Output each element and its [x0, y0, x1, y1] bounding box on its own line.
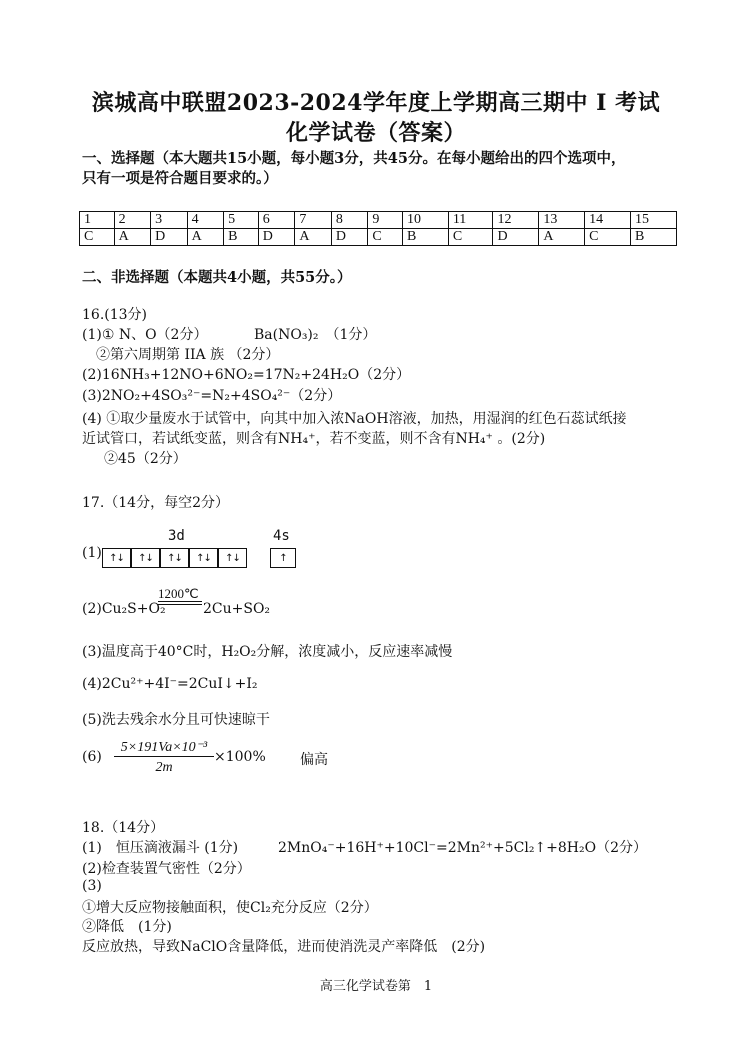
q18-line-1b: 2MnO₄⁻+16H⁺+10Cl⁻=2Mn²⁺+5Cl₂↑+8H₂O（2分） [278, 840, 648, 856]
answer-cell: A [295, 229, 332, 246]
title-line-2: 化学试卷（答案） [285, 120, 466, 146]
q17-percent: ×100% [214, 749, 266, 765]
answer-cell: C [585, 229, 631, 246]
q16-line-6: 近试管口，若试纸变蓝，则含有NH₄⁺，若不变蓝，则不含有NH₄⁺ 。(2分) [82, 431, 546, 447]
q16-line-5: (4) ①取少量废水于试管中，向其中加入浓NaOH溶液，加热，用湿润的红色石蕊试纸接 [82, 411, 627, 427]
answer-cell: D [493, 229, 539, 246]
answer-cell: A [539, 229, 585, 246]
orbital-4s-box: ↑ [270, 548, 296, 568]
q17-reaction-condition: 1200℃ [158, 586, 199, 601]
question-number-cell: 4 [187, 212, 224, 229]
answer-table-number-row [80, 212, 677, 229]
q16-header: 16.(13分) [82, 307, 148, 323]
question-number-cell: 7 [295, 212, 332, 229]
answer-cell: A [114, 229, 151, 246]
q16-line-3: (2)16NH₃+12NO+6NO₂=17N₂+24H₂O（2分） [82, 367, 411, 383]
answer-cell: B [224, 229, 259, 246]
q17-note: 偏高 [300, 752, 328, 768]
question-number-cell: 12 [493, 212, 539, 229]
title-line-1: 滨城高中联盟2023-2024学年度上学期高三期中 I 考试 [91, 90, 661, 116]
orbital-3d-box: ↑↓ [131, 548, 160, 568]
q17-line-5: (5)洗去残余水分且可快速晾干 [82, 712, 270, 728]
section2-heading: 二、非选择题（本题共4小题，共55分。） [82, 269, 352, 286]
page-footer: 高三化学试卷第 1 [319, 979, 433, 994]
q17-prefix-1: (1) [82, 545, 102, 561]
q16-line-7: ②45（2分） [104, 451, 187, 467]
q17-header: 17.（14分，每空2分） [82, 495, 229, 511]
q18-line-2: (2)检查装置气密性（2分） [82, 861, 251, 877]
q17-fraction-bar [114, 756, 214, 757]
question-number-cell: 8 [331, 212, 368, 229]
q16-line-2: ②第六周期第 IIA 族 （2分） [96, 347, 280, 363]
q17-fraction-denominator: 2m [155, 760, 173, 775]
answer-cell: B [631, 229, 677, 246]
question-number-cell: 9 [368, 212, 403, 229]
orbital-label-4s: 4s [273, 528, 290, 544]
question-number-cell: 10 [402, 212, 448, 229]
question-number-cell: 3 [151, 212, 188, 229]
section1-heading-line-2: 只有一项是符合题目要求的。） [82, 170, 278, 187]
answer-cell: C [80, 229, 115, 246]
q17-line-6-prefix: (6) [82, 749, 102, 765]
orbital-3d-box: ↑↓ [189, 548, 218, 568]
answer-cell: C [448, 229, 493, 246]
question-number-cell: 5 [224, 212, 259, 229]
q18-line-1a: (1) 恒压滴液漏斗 (1分) [82, 840, 239, 856]
q17-fraction-numerator: 5×191Va×10⁻³ [120, 740, 208, 755]
q18-header: 18.（14分） [82, 820, 165, 836]
orbital-label-3d: 3d [168, 528, 185, 544]
orbital-3d-box: ↑↓ [160, 548, 189, 568]
answer-cell: D [258, 229, 295, 246]
q18-line-3: (3) [82, 878, 102, 894]
question-number-cell: 15 [631, 212, 677, 229]
q18-line-4: ①增大反应物接触面积，使Cl₂充分反应（2分） [82, 900, 378, 916]
q17-line-2-prefix: (2)Cu₂S+O₂ [82, 601, 166, 617]
question-number-cell: 1 [80, 212, 115, 229]
q17-line-2-suffix: 2Cu+SO₂ [203, 601, 271, 617]
answer-table-answer-row [80, 229, 677, 246]
answer-cell: D [151, 229, 188, 246]
q18-line-6: 反应放热，导致NaClO含量降低，进而使消洗灵产率降低 (2分) [82, 939, 486, 955]
question-number-cell: 6 [258, 212, 295, 229]
section1-heading-line-1: 一、选择题（本大题共15小题，每小题3分，共45分。在每小题给出的四个选项中， [82, 150, 626, 167]
q17-line-3: (3)温度高于40°C时，H₂O₂分解，浓度减小，反应速率减慢 [82, 644, 453, 660]
q17-line-4: (4)2Cu²⁺+4I⁻=2CuI↓+I₂ [82, 676, 258, 692]
answer-cell: B [402, 229, 448, 246]
q16-line-1a: (1)① N、O（2分） [82, 327, 208, 343]
orbital-3d-box: ↑↓ [218, 548, 247, 568]
answer-table [79, 211, 677, 246]
answer-cell: A [187, 229, 224, 246]
q16-line-1b: Ba(NO₃)₂ （1分） [254, 327, 377, 343]
question-number-cell: 13 [539, 212, 585, 229]
q18-line-5: ②降低 (1分) [82, 919, 172, 935]
answer-cell: D [331, 229, 368, 246]
question-number-cell: 2 [114, 212, 151, 229]
question-number-cell: 11 [448, 212, 493, 229]
q16-line-4: (3)2NO₂+4SO₃²⁻=N₂+4SO₄²⁻（2分） [82, 388, 342, 404]
answer-cell: C [368, 229, 403, 246]
q17-equals-line-top [158, 601, 202, 602]
orbital-3d-box: ↑↓ [102, 548, 131, 568]
q17-equals-line-bottom [158, 604, 202, 605]
question-number-cell: 14 [585, 212, 631, 229]
